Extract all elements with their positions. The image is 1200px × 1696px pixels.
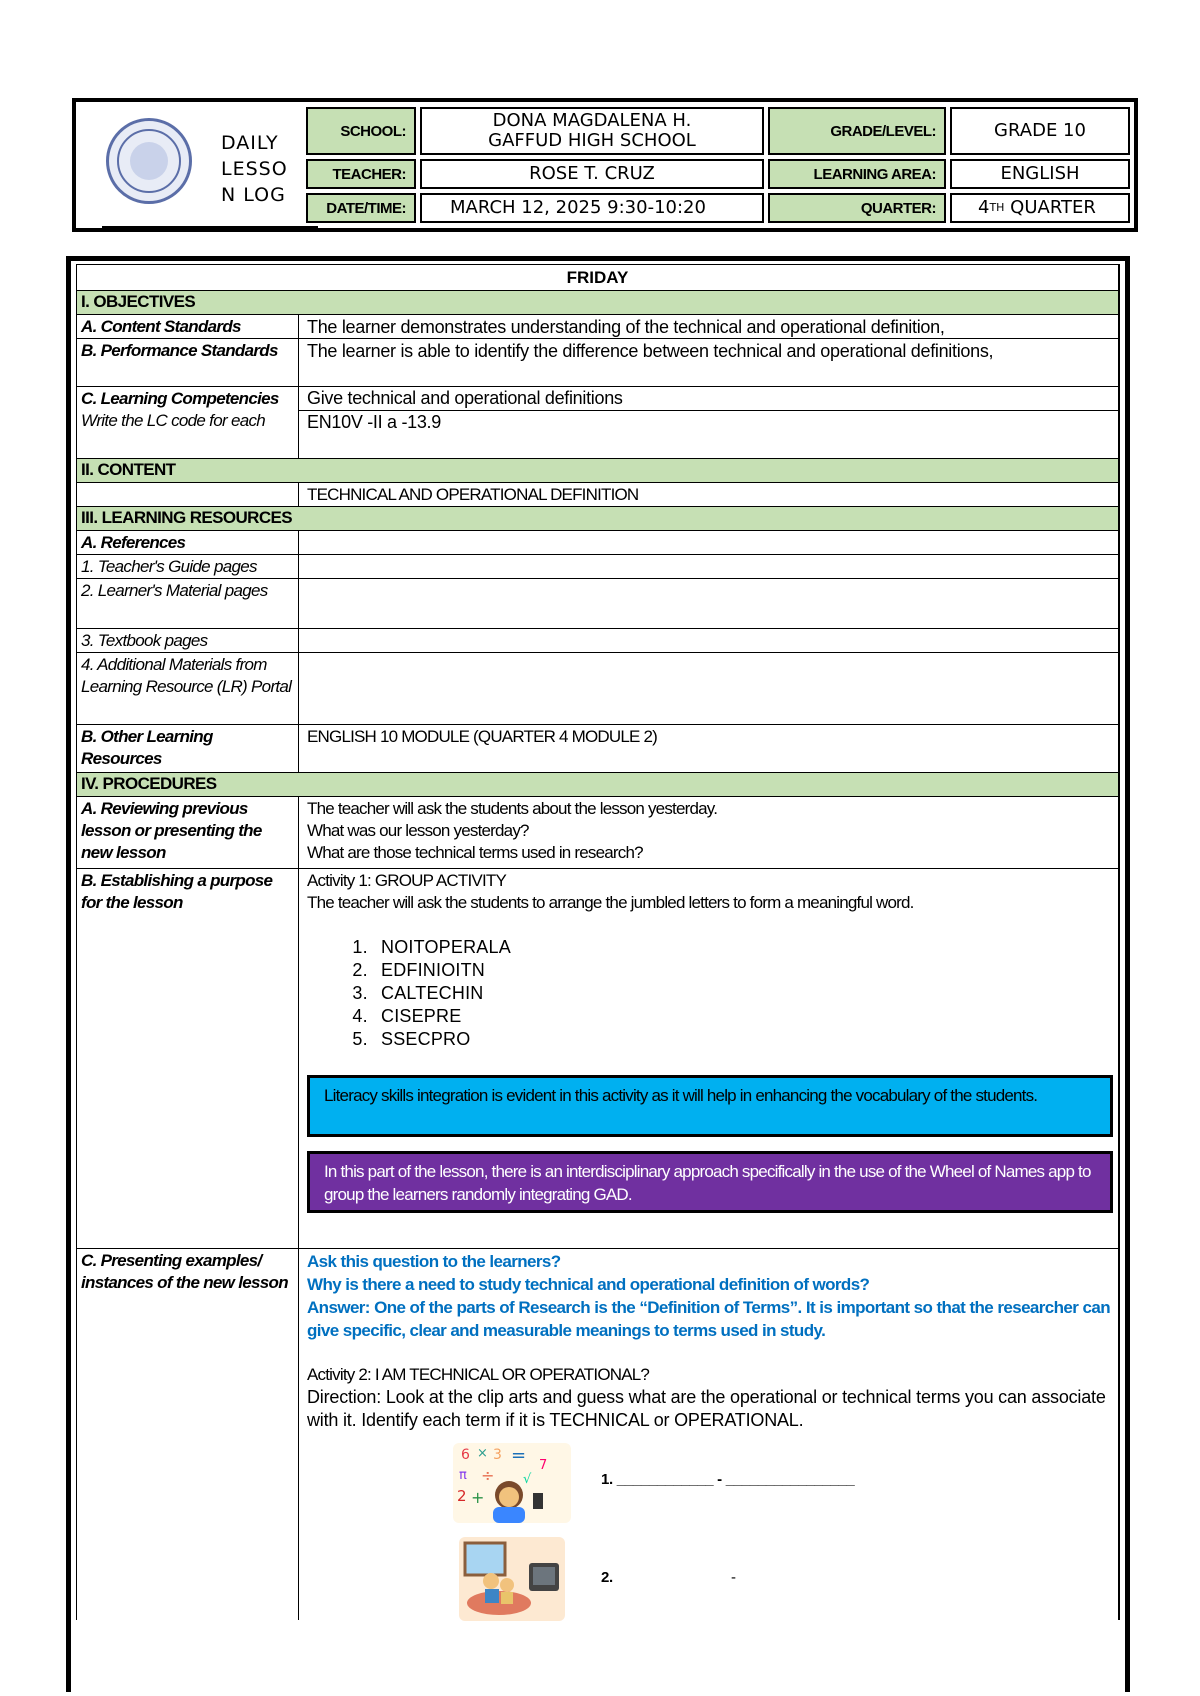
list-item: 1. NOITOPERALA <box>373 936 1110 959</box>
content-value: TECHNICAL AND OPERATIONAL DEFINITION <box>307 485 639 504</box>
performance-standards-label: B. Performance Standards <box>77 339 299 386</box>
svg-text:6: 6 <box>461 1447 470 1463</box>
date-value: MARCH 12, 2025 9:30-10:20 <box>420 193 764 223</box>
school-value: DONA MAGDALENA H. GAFFUD HIGH SCHOOL <box>420 107 764 155</box>
reviewing-value: The teacher will ask the students about the lesson yesterday. What was our lesson yesterday? What are those technical terms used in research? <box>307 799 718 862</box>
learning-competencies-label: C. Learning Competencies Write the LC code for each <box>77 387 299 458</box>
row-other-resources <box>76 724 1120 772</box>
learners-material-label: 2. Learner's Material pages <box>77 579 299 628</box>
tv-clipart-icon <box>459 1537 565 1621</box>
presenting-examples-value <box>299 1249 1118 1620</box>
grade-label: GRADE/LEVEL: <box>768 107 946 155</box>
competency-text: Give technical and operational definitions <box>299 387 1118 411</box>
reviewing-label: A. Reviewing previous lesson or presenting the new lesson <box>77 797 299 868</box>
section-objectives: I. OBJECTIVES <box>76 290 1120 314</box>
section-learning-resources: III. LEARNING RESOURCES <box>76 506 1120 530</box>
activity2-direction: Direction: Look at the clip arts and guess what are the operational or technical terms you can associate with it. Identify each term if it is TECHNICAL or OPERATIONAL. <box>307 1387 1106 1430</box>
deped-seal-icon <box>106 118 192 204</box>
row-performance-standards <box>76 338 1120 386</box>
math-clipart-icon <box>453 1443 571 1523</box>
svg-text:7: 7 <box>539 1458 547 1473</box>
gad-callout: In this part of the lesson, there is an interdisciplinary approach specifically in the use of the Wheel of Names app to group the learners randomly integrating GAD. <box>307 1151 1113 1213</box>
svg-text:÷: ÷ <box>481 1466 495 1485</box>
section-content: II. CONTENT <box>76 458 1120 482</box>
svg-text:3: 3 <box>493 1447 502 1463</box>
day-header: FRIDAY <box>76 264 1120 290</box>
row-purpose <box>76 868 1120 1248</box>
performance-standards-value: The learner is able to identify the difference between technical and operational definitions, <box>307 341 994 361</box>
row-additional-materials <box>76 652 1120 724</box>
row-content-standards <box>76 314 1120 338</box>
presenting-examples-label: C. Presenting examples/ instances of the new lesson <box>77 1249 299 1620</box>
other-resources-label: B. Other Learning Resources <box>77 725 299 772</box>
svg-text:π: π <box>459 1468 467 1483</box>
answer-line-1: 1. ____________ - ________________ <box>601 1471 855 1488</box>
answer-text: Answer: One of the parts of Research is the “Definition of Terms”. It is important so that the researcher can give specific, clear and measurable meanings to terms used in study. <box>307 1298 1110 1340</box>
list-item: 2. EDFINIOITN <box>373 959 1110 982</box>
quarter-label: QUARTER: <box>768 193 946 223</box>
row-textbook <box>76 628 1120 652</box>
date-label: DATE/TIME: <box>306 193 416 223</box>
section-procedures: IV. PROCEDURES <box>76 772 1120 796</box>
row-presenting-examples <box>76 1248 1120 1620</box>
svg-text:2: 2 <box>457 1487 467 1505</box>
other-resources-value: ENGLISH 10 MODULE (QUARTER 4 MODULE 2) <box>307 727 657 746</box>
activity2-title: Activity 2: I AM TECHNICAL OR OPERATIONAL? <box>307 1365 650 1384</box>
quarter-value: 4 TH QUARTER <box>950 193 1130 223</box>
teacher-label: TEACHER: <box>306 159 416 189</box>
teachers-guide-label: 1. Teacher's Guide pages <box>77 555 299 578</box>
activity1-title: Activity 1: GROUP ACTIVITY <box>307 871 506 890</box>
row-learning-competencies <box>76 386 1120 458</box>
learning-area-value: ENGLISH <box>950 159 1130 189</box>
row-reviewing <box>76 796 1120 868</box>
question-prompt: Ask this question to the learners? <box>307 1252 561 1271</box>
references-label: A. References <box>77 531 299 554</box>
svg-text:×: × <box>477 1446 488 1461</box>
list-item: 5. SSECPRO <box>373 1028 1110 1051</box>
svg-text:√: √ <box>523 1472 531 1487</box>
content-standards-label: A. Content Standards <box>77 315 299 338</box>
activity1-instruction: The teacher will ask the students to arrange the jumbled letters to form a meaningful word. <box>307 893 914 912</box>
list-item: 4. CISEPRE <box>373 1005 1110 1028</box>
answer-line-2-dash: - <box>731 1569 736 1586</box>
dll-title: DAILY LESSO N LOG <box>221 132 288 206</box>
row-learners-material <box>76 578 1120 628</box>
question-text: Why is there a need to study technical and operational definition of words? <box>307 1275 870 1294</box>
lc-code: EN10V -II a -13.9 <box>307 412 441 432</box>
purpose-value <box>299 869 1118 1248</box>
purpose-label: B. Establishing a purpose for the lesson <box>77 869 299 1248</box>
additional-materials-label: 4. Additional Materials from Learning Resource (LR) Portal <box>77 653 299 724</box>
list-item: 3. CALTECHIN <box>373 982 1110 1005</box>
row-teachers-guide <box>76 554 1120 578</box>
answer-line-2-number: 2. <box>601 1569 613 1586</box>
jumbled-words-list <box>307 936 1110 1051</box>
svg-text:=: = <box>511 1445 526 1466</box>
row-content <box>76 482 1120 506</box>
literacy-callout: Literacy skills integration is evident in this activity as it will help in enhancing the vocabulary of the students. <box>307 1075 1113 1137</box>
learning-area-label: LEARNING AREA: <box>768 159 946 189</box>
teacher-value: ROSE T. CRUZ <box>420 159 764 189</box>
grade-value: GRADE 10 <box>950 107 1130 155</box>
header-logo-area <box>86 108 300 226</box>
svg-text:+: + <box>471 1488 485 1507</box>
learning-competencies-value-cell <box>299 387 1118 458</box>
row-references <box>76 530 1120 554</box>
school-label: SCHOOL: <box>306 107 416 155</box>
textbook-label: 3. Textbook pages <box>77 629 299 652</box>
content-standards-value: The learner demonstrates understanding of the technical and operational definition, <box>307 317 945 337</box>
